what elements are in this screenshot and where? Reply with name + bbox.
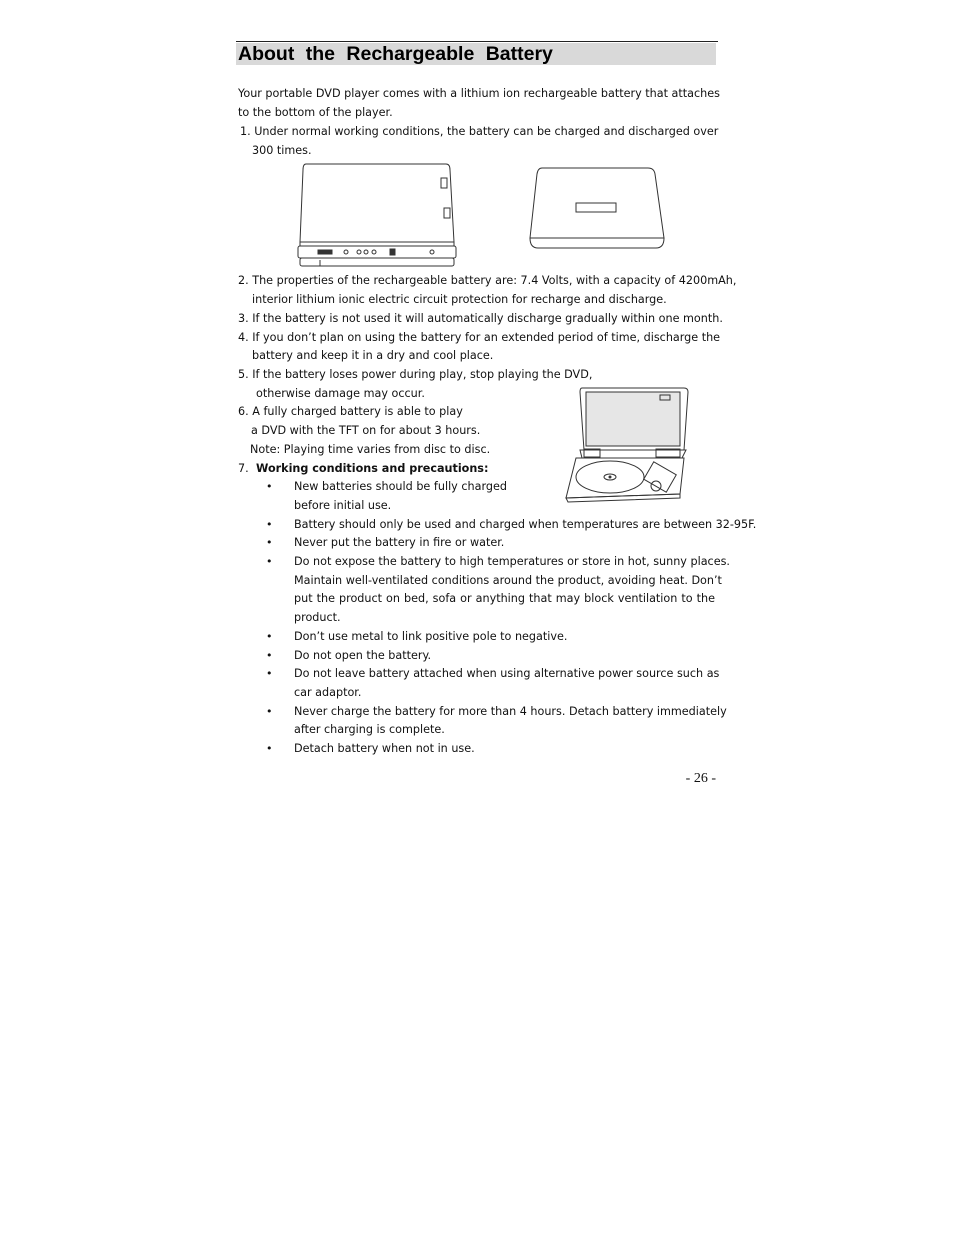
bullet-1-line-2: before initial use. [294, 499, 392, 512]
bullet-icon: • [266, 742, 273, 755]
bullet-3-line-1: Never put the battery in fire or water. [294, 536, 505, 549]
item-5-line-2: otherwise damage may occur. [256, 387, 425, 400]
bullet-9-line-1: Detach battery when not in use. [294, 742, 475, 755]
bullet-icon: • [266, 555, 273, 568]
item-6-note: Note: Playing time varies from disc to disc. [250, 443, 491, 456]
bullet-2-line-1: Battery should only be used and charged when temperatures are between 32-95F. [294, 518, 757, 531]
item-7-heading: Working conditions and precautions: [256, 462, 489, 475]
item-2-line-1: 2. The properties of the rechargeable battery are: 7.4 Volts, with a capacity of 4200mAh, [238, 274, 737, 287]
intro-line-1: Your portable DVD player comes with a lithium ion rechargeable battery that attaches [238, 87, 720, 100]
bullet-4-line-4: product. [294, 611, 341, 624]
bullet-icon: • [266, 649, 273, 662]
bullet-icon: • [266, 518, 273, 531]
bullet-icon: • [266, 480, 273, 493]
bullet-1-line-1: New batteries should be fully charged [294, 480, 507, 493]
bullet-icon: • [266, 667, 273, 680]
item-6-line-2: a DVD with the TFT on for about 3 hours. [251, 424, 481, 437]
bullet-icon: • [266, 705, 273, 718]
page-number: - 26 - [685, 771, 716, 786]
bullet-icon: • [266, 630, 273, 643]
intro-line-2: to the bottom of the player. [238, 106, 393, 119]
item-6-line-1: 6. A fully charged battery is able to play [238, 405, 463, 418]
item-5-line-1: 5. If the battery loses power during play, stop playing the DVD, [238, 368, 593, 381]
bullet-8-line-1: Never charge the battery for more than 4 hours. Detach battery immediately [294, 705, 727, 718]
item-4-line-1: 4. If you don’t plan on using the battery for an extended period of time, discharge the [238, 331, 721, 344]
bullet-4-line-3: put the product on bed, sofa or anything that may block ventilation to the [294, 592, 715, 605]
bullet-6-line-1: Do not open the battery. [294, 649, 432, 662]
item-2-line-2: interior lithium ionic electric circuit protection for recharge and discharge. [252, 293, 667, 306]
bullet-4-line-1: Do not expose the battery to high temperatures or store in hot, sunny places. [294, 555, 730, 568]
battery-pack-illustration [528, 166, 666, 252]
bullet-5-line-1: Don’t use metal to link positive pole to negative. [294, 630, 568, 643]
bullet-7-line-1: Do not leave battery attached when using alternative power source such as [294, 667, 720, 680]
bullet-8-line-2: after charging is complete. [294, 723, 445, 736]
page-title: About the Rechargeable Battery [238, 43, 553, 65]
dvd-player-open-illustration [562, 386, 690, 504]
bullet-7-line-2: car adaptor. [294, 686, 362, 699]
dvd-player-closed-illustration [296, 162, 460, 270]
item-1-line-2: 300 times. [252, 144, 312, 157]
item-1-line-1: 1. Under normal working conditions, the battery can be charged and discharged over [240, 125, 719, 138]
item-3-line-1: 3. If the battery is not used it will automatically discharge gradually within one month. [238, 312, 723, 325]
bullet-4-line-2: Maintain well-ventilated conditions around the product, avoiding heat. Don’t [294, 574, 722, 587]
item-7-number: 7. [238, 462, 249, 475]
bullet-icon: • [266, 536, 273, 549]
item-4-line-2: battery and keep it in a dry and cool place. [252, 349, 494, 362]
